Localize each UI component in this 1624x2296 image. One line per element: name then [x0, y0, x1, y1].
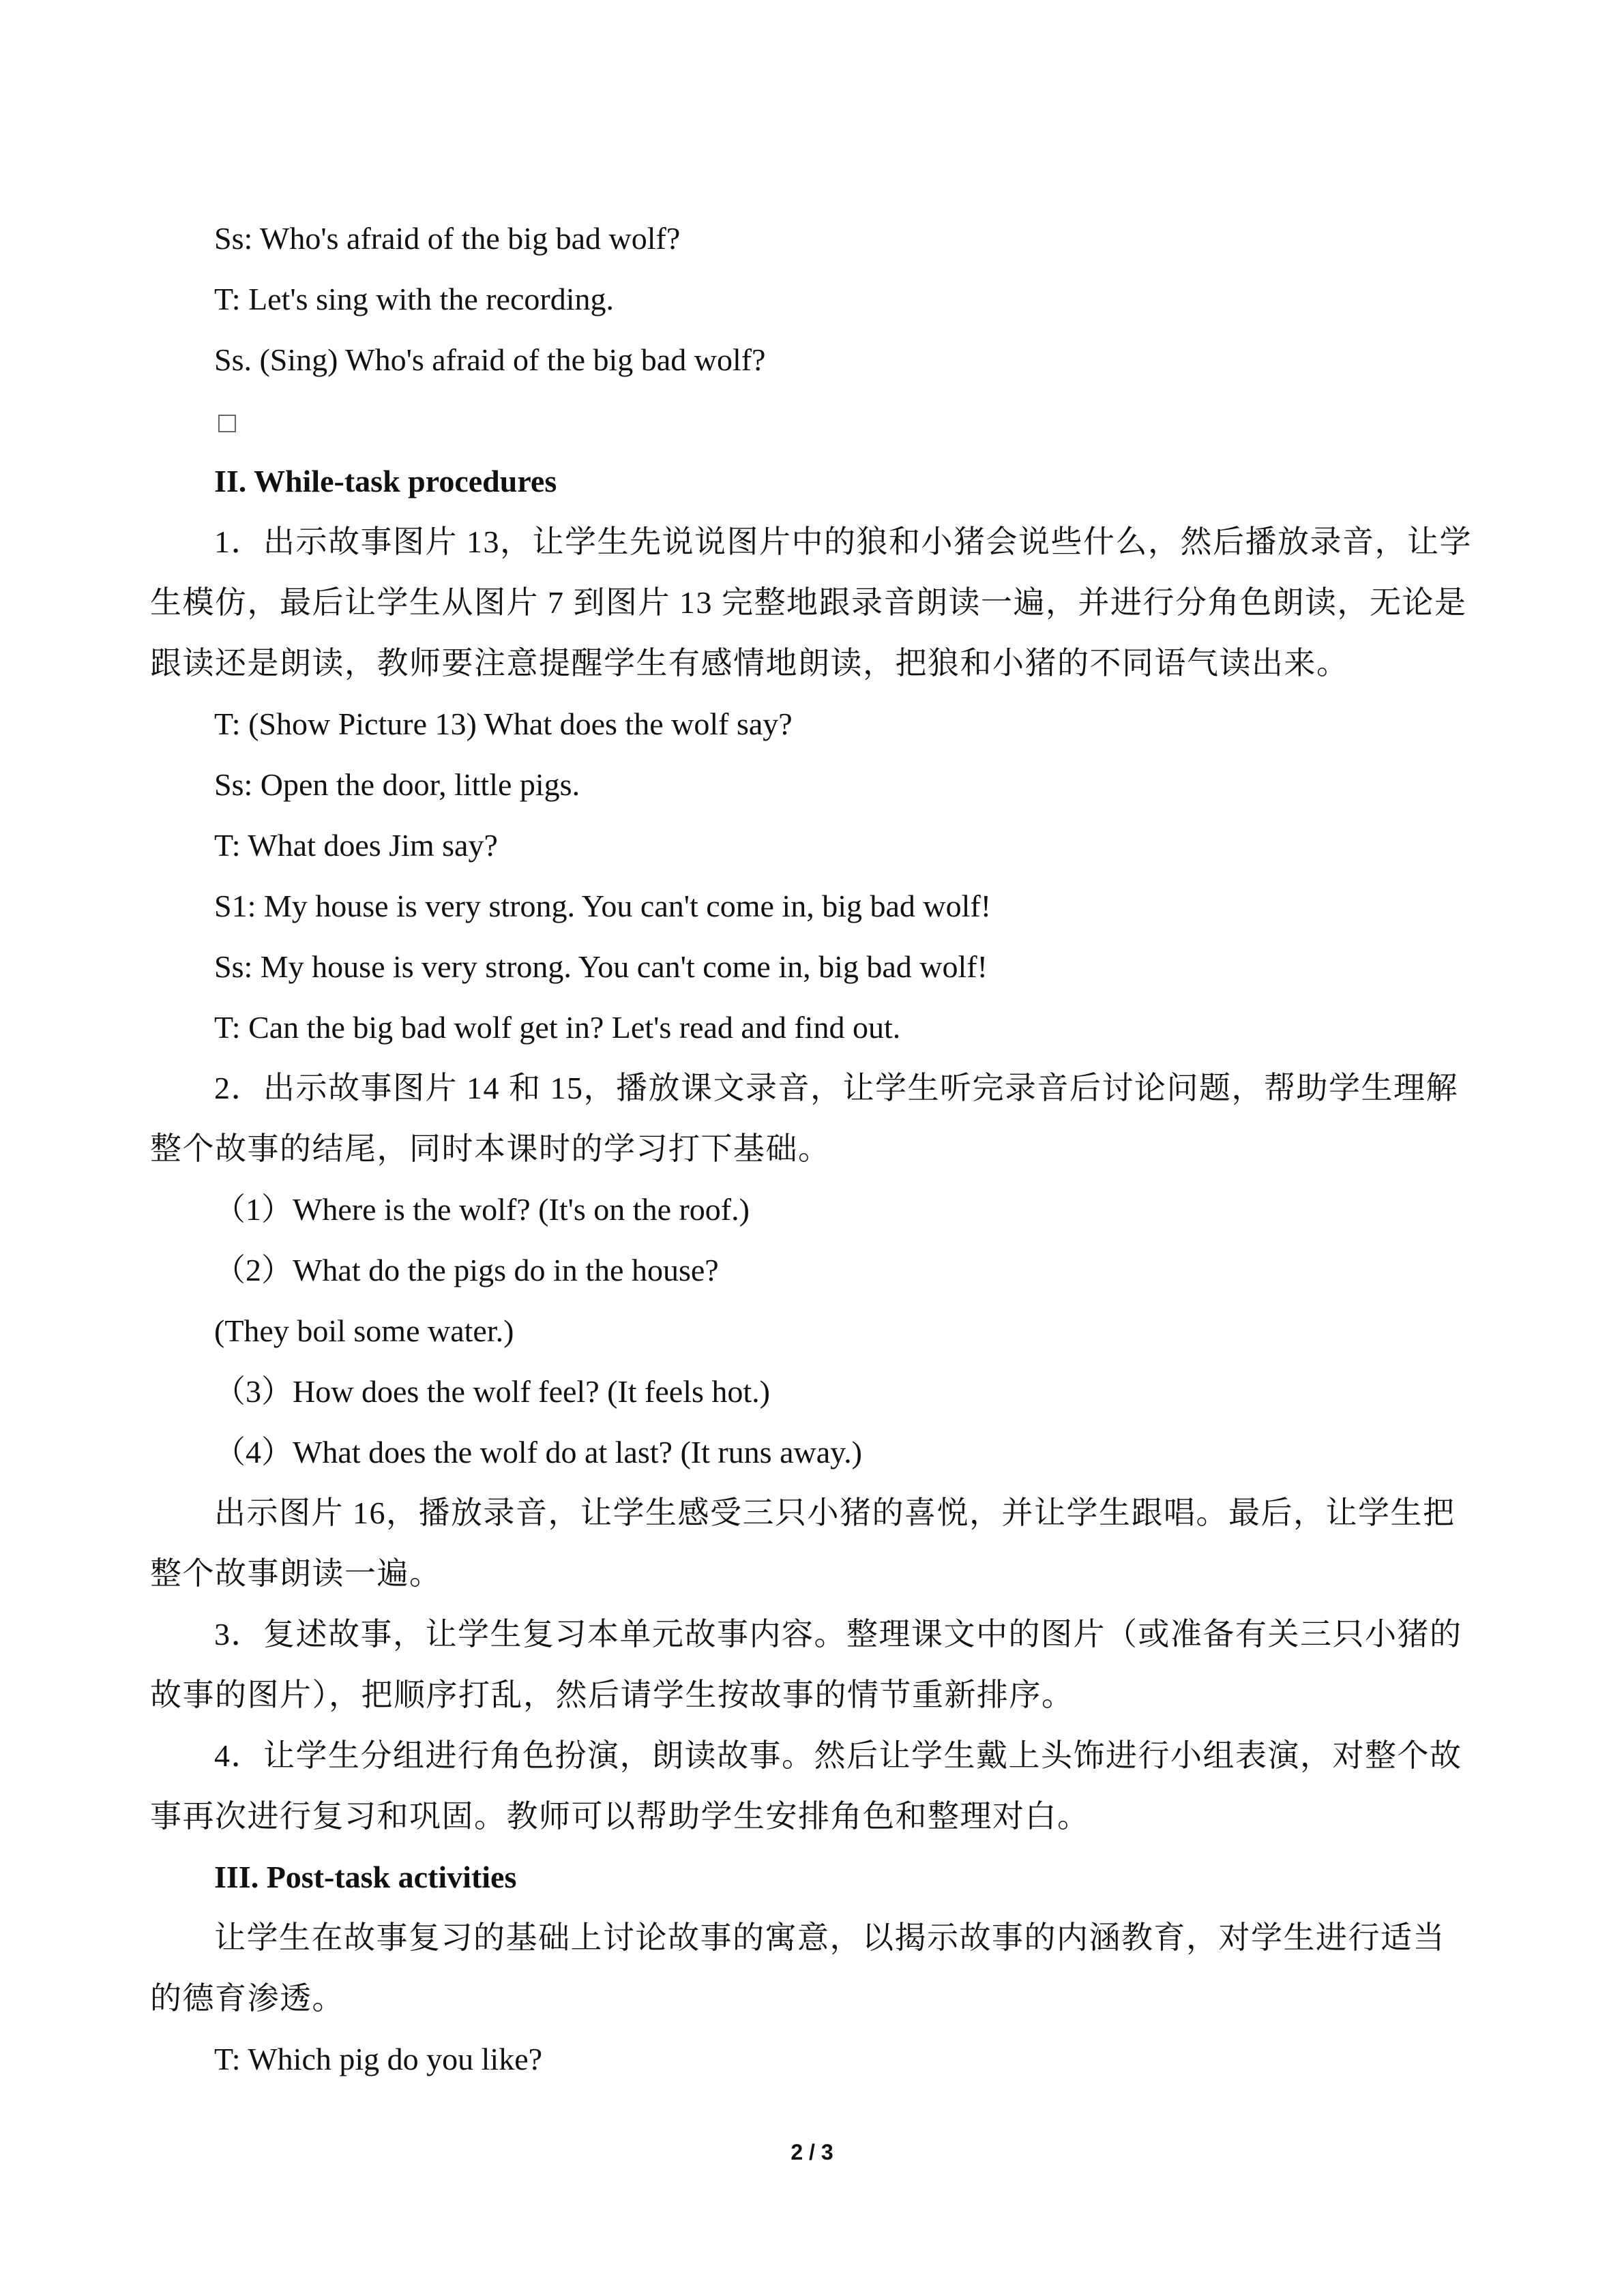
dialogue-line: Ss. (Sing) Who's afraid of the big bad wolf?	[214, 342, 766, 377]
checkbox-line	[150, 390, 1473, 451]
dialogue-line: T: What does Jim say?	[214, 828, 498, 863]
paragraph: 3．复述故事，让学生复习本单元故事内容。整理课文中的图片（或准备有关三只小猪的故事的图片），把顺序打乱，然后请学生按故事的情节重新排序。	[150, 1617, 1462, 1712]
question-item: （4）What does the wolf do at last? (It runs away.)	[214, 1435, 862, 1470]
paragraph: 1．出示故事图片 13，让学生先说说图片中的狼和小猪会说些什么，然后播放录音，让学生模仿，最后让学生从图片 7 到图片 13 完整地跟录音朗读一遍，并进行分角色朗读，无论是跟读还是朗读，教师要注意提醒学生有感情地朗读，把狼和小猪的不同语气读出来。	[150, 524, 1472, 681]
question-item: （2）What do the pigs do in the house?	[214, 1253, 719, 1287]
section-heading-post-task: III. Post-task activities	[214, 1860, 517, 1894]
paragraph: 4．让学生分组进行角色扮演，朗读故事。然后让学生戴上头饰进行小组表演，对整个故事再次进行复习和巩固。教师可以帮助学生安排角色和整理对白。	[150, 1738, 1462, 1834]
question-answer: (They boil some water.)	[214, 1313, 514, 1348]
document-body	[150, 208, 1473, 2089]
question-item: （1）Where is the wolf? (It's on the roof.)	[214, 1192, 750, 1227]
dialogue-line: Ss: Open the door, little pigs.	[214, 767, 580, 802]
paragraph: 2．出示故事图片 14 和 15，播放课文录音，让学生听完录音后讨论问题，帮助学生理解整个故事的结尾，同时本课时的学习打下基础。	[150, 1071, 1458, 1166]
dialogue-line: T: Can the big bad wolf get in? Let's read and find out.	[214, 1010, 901, 1045]
dialogue-line: Ss: My house is very strong. You can't come in, big bad wolf!	[214, 949, 988, 984]
dialogue-line: S1: My house is very strong. You can't come in, big bad wolf!	[214, 889, 992, 923]
checkbox-icon	[218, 415, 236, 432]
dialogue-line: T: Let's sing with the recording.	[214, 282, 614, 316]
section-heading-while-task: II. While-task procedures	[214, 464, 557, 498]
dialogue-line: T: Which pig do you like?	[214, 2042, 543, 2076]
question-item: （3）How does the wolf feel? (It feels hot.)	[214, 1374, 770, 1409]
dialogue-line: T: (Show Picture 13) What does the wolf say?	[214, 706, 793, 741]
page-number: 2 / 3	[791, 2140, 833, 2164]
paragraph: 出示图片 16，播放录音，让学生感受三只小猪的喜悦，并让学生跟唱。最后，让学生把整个故事朗读一遍。	[150, 1495, 1456, 1591]
dialogue-line: Ss: Who's afraid of the big bad wolf?	[214, 221, 681, 256]
paragraph: 让学生在故事复习的基础上讨论故事的寓意，以揭示故事的内涵教育，对学生进行适当的德育渗透。	[150, 1920, 1445, 2016]
